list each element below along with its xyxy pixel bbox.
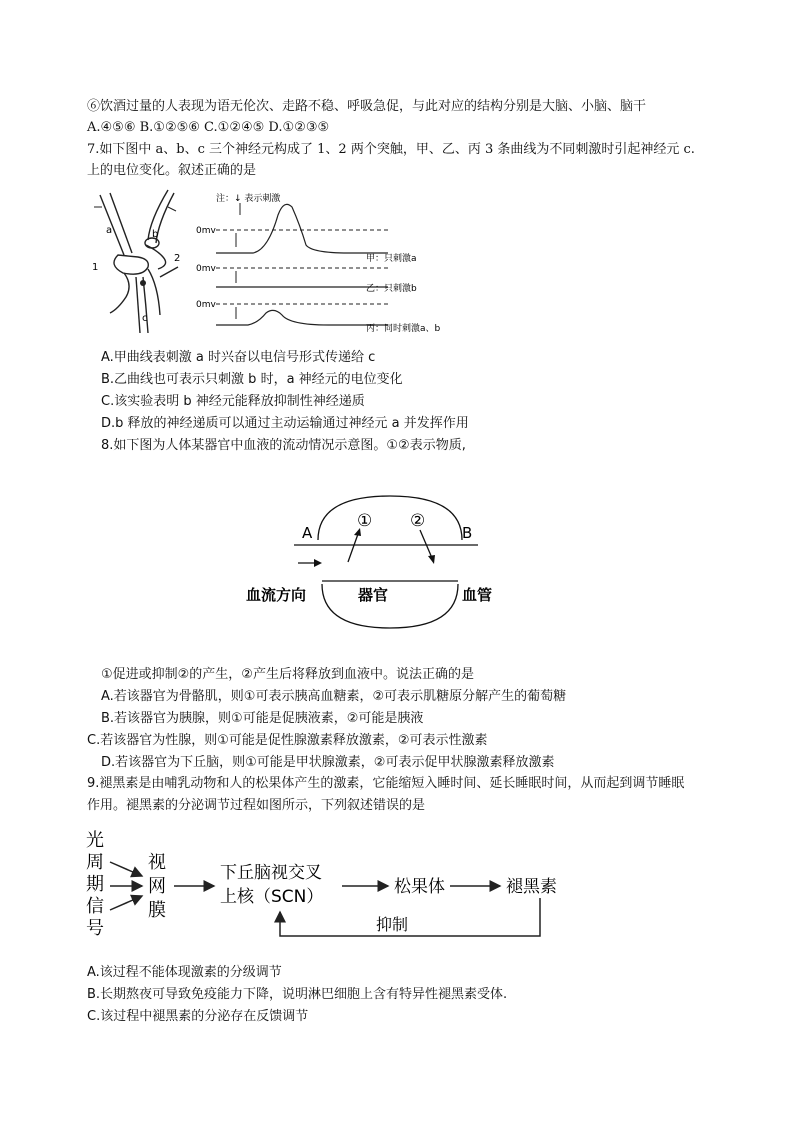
q8-flow-label: 血流方向 [246, 586, 307, 604]
q9-option-a: A.该过程不能体现激素的分级调节 [87, 965, 282, 980]
q9-option-c: C.该过程中褪黑素的分泌存在反馈调节 [87, 1009, 309, 1024]
q8-stem: 8.如下图为人体某器官中血液的流动情况示意图。①②表示物质, [101, 438, 466, 453]
q9-melatonin-label: 褪黑素 [506, 877, 557, 897]
q9-option-b: B.长期熬夜可导致免疫能力下降，说明淋巴细胞上含有特异性褪黑素受体. [87, 987, 508, 1002]
neuron-label-b: b [152, 229, 159, 240]
curve-bing-label: 丙：同时刺激a、b [366, 324, 441, 334]
q9-scn-line1: 下丘脑视交叉 [220, 863, 322, 883]
q7-option-d: D.b 释放的神经递质可以通过主动运输通过神经元 a 并发挥作用 [101, 416, 469, 431]
q8-substance-1: ① [357, 511, 373, 531]
q8-label-b: B [462, 524, 473, 542]
q7-stem-line2: 上的电位变化。叙述正确的是 [87, 163, 257, 178]
q9-pineal-label: 松果体 [394, 877, 445, 897]
q9-light-char-4: 信 [86, 896, 104, 917]
q8-substance-2: ② [410, 511, 426, 531]
q9-light-char-3: 期 [86, 874, 104, 895]
q7-option-b: B.乙曲线也可表示只刺激 b 时，a 神经元的电位变化 [101, 372, 403, 387]
q7-neuron-figure [88, 185, 478, 340]
q8-option-a: A.若该器官为骨骼肌，则①可表示胰高血糖素，②可表示肌糖原分解产生的葡萄糖 [101, 689, 567, 704]
q8-organ-label: 器官 [358, 586, 389, 604]
stimulus-note: 注：↓ 表示刺激 [216, 194, 281, 204]
neuron-label-2: 2 [174, 253, 181, 264]
q9-light-char-5: 号 [86, 918, 104, 939]
q8-stem-continued: ①促进或抑制②的产生，②产生后将释放到血液中。说法正确的是 [101, 667, 474, 682]
q9-retina-char-3: 膜 [148, 900, 166, 921]
neuron-diagram [100, 190, 181, 333]
neuron-label-1: 1 [92, 262, 99, 273]
q9-retina-char-1: 视 [148, 852, 166, 873]
q9-inhibit-label: 抑制 [376, 915, 409, 934]
q9-light-char-1: 光 [86, 830, 104, 851]
jia-0mv-label: 0mv [196, 226, 216, 236]
q9-retina-char-2: 网 [148, 876, 166, 897]
q9-stem-line1: 9.褪黑素是由哺乳动物和人的松果体产生的激素，它能缩短入睡时间、延长睡眠时间，从而起到调节睡眠 [87, 776, 685, 791]
q9-stem-line2: 作用。褪黑素的分泌调节过程如图所示，下列叙述错误的是 [87, 798, 426, 813]
q9-light-char-2: 周 [86, 852, 104, 873]
yi-0mv-label: 0mv [196, 264, 216, 274]
q6-options: A.④⑤⑥ B.①②⑤⑥ C.①②④⑤ D.①②③⑤ [87, 120, 330, 135]
q9-flow-figure [80, 826, 600, 946]
q9-scn-line2: 上核（SCN） [220, 887, 324, 907]
q8-option-b: B.若该器官为胰腺，则①可能是促胰液素，②可能是胰液 [101, 711, 424, 726]
q7-option-a: A.甲曲线表刺激 a 时兴奋以电信号形式传递给 c [101, 350, 376, 365]
neuron-label-a: a [106, 225, 113, 236]
q6-statement-6: ⑥饮酒过量的人表现为语无伦次、走路不稳、呼吸急促，与此对应的结构分别是大脑、小脑、脑干 [87, 99, 647, 114]
q8-option-d: D.若该器官为下丘脑，则①可能是甲状腺激素，②可表示促甲状腺激素释放激素 [101, 755, 555, 770]
q8-organ-figure [240, 490, 510, 635]
q8-vessel-label: 血管 [462, 586, 493, 604]
curve-yi-label: 乙：只刺激b [366, 284, 417, 294]
neuron-label-c: c [142, 313, 148, 324]
curve-jia-label: 甲：只刺激a [366, 254, 417, 264]
bing-0mv-label: 0mv [196, 300, 216, 310]
q7-stem-line1: 7.如下图中 a、b、c 三个神经元构成了 1、2 两个突触，甲、乙、丙 3 条曲线为不同刺激时引起神经元 c. [87, 142, 695, 157]
q7-option-c: C.该实验表明 b 神经元能释放抑制性神经递质 [101, 394, 365, 409]
q8-label-a: A [302, 524, 313, 542]
q8-option-c: C.若该器官为性腺，则①可能是促性腺激素释放激素，②可表示性激素 [87, 733, 488, 748]
